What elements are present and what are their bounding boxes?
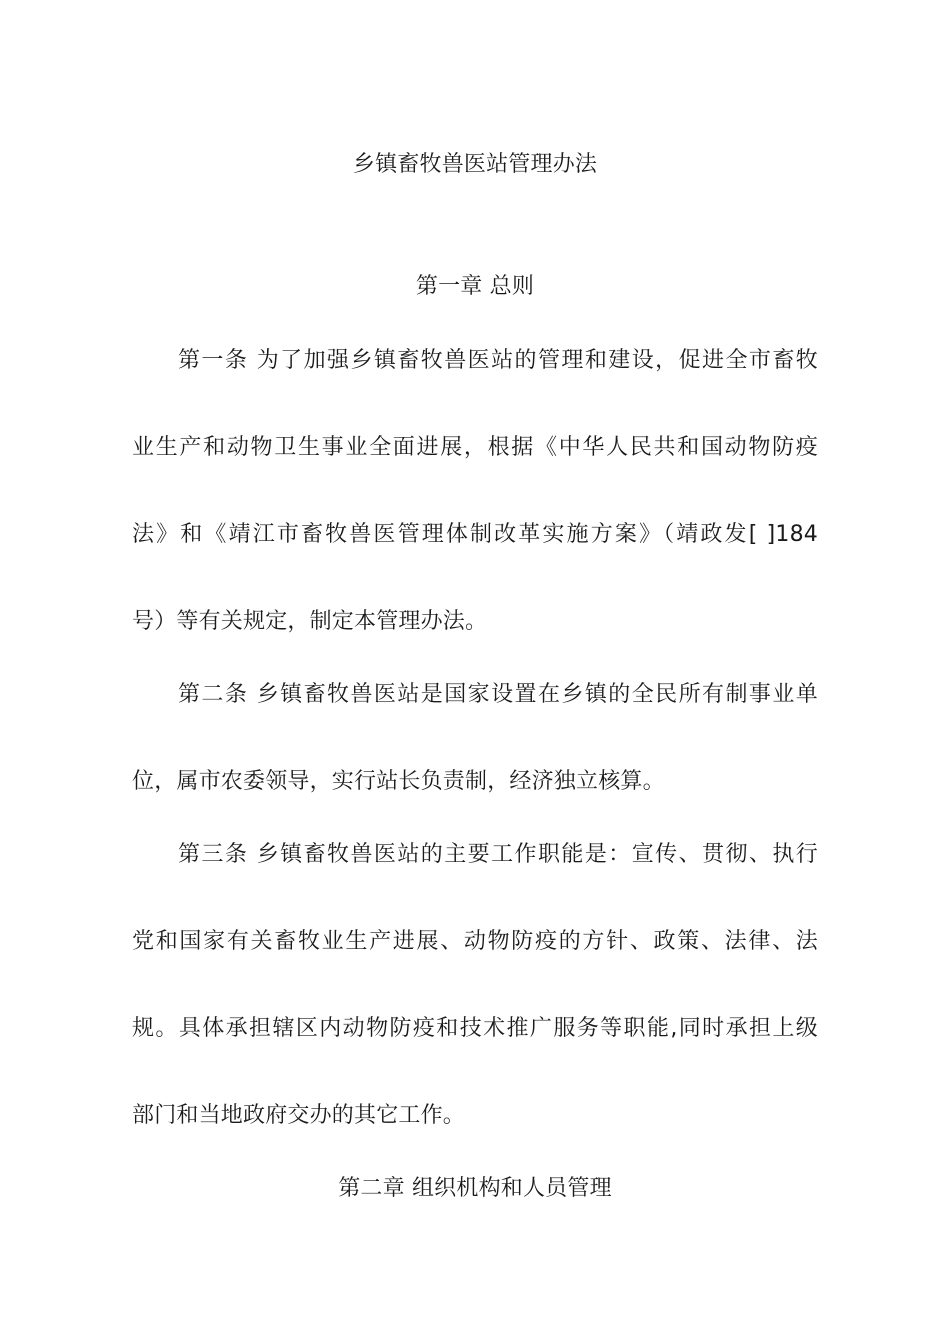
article-3-line-1: 第三条 乡镇畜牧兽医站的主要工作职能是：宣传、贯彻、执行 [178, 842, 818, 867]
article-2-line-2: 位，属市农委领导，实行站长负责制，经济独立核算。 [132, 769, 665, 794]
article-1-line-3: 法》和《靖江市畜牧兽医管理体制改革实施方案》（靖政发[ ]184 [132, 522, 818, 547]
article-3-line-2: 党和国家有关畜牧业生产进展、动物防疫的方针、政策、法律、法 [132, 929, 818, 954]
chapter-heading-2: 第二章 组织机构和人员管理 [338, 1176, 612, 1201]
article-3-line-4: 部门和当地政府交办的其它工作。 [132, 1103, 466, 1128]
document-title: 乡镇畜牧兽医站管理办法 [352, 152, 598, 177]
chapter-heading-1: 第一章 总则 [415, 274, 535, 299]
article-2-line-1: 第二条 乡镇畜牧兽医站是国家设置在乡镇的全民所有制事业单 [178, 682, 818, 707]
article-1-line-4: 号）等有关规定，制定本管理办法。 [132, 609, 488, 634]
article-1-line-2: 业生产和动物卫生事业全面进展，根据《中华人民共和国动物防疫 [132, 435, 818, 460]
article-1-line-1: 第一条 为了加强乡镇畜牧兽医站的管理和建设，促进全市畜牧 [178, 348, 818, 373]
article-3-line-3: 规。具体承担辖区内动物防疫和技术推广服务等职能,同时承担上级 [132, 1016, 818, 1041]
